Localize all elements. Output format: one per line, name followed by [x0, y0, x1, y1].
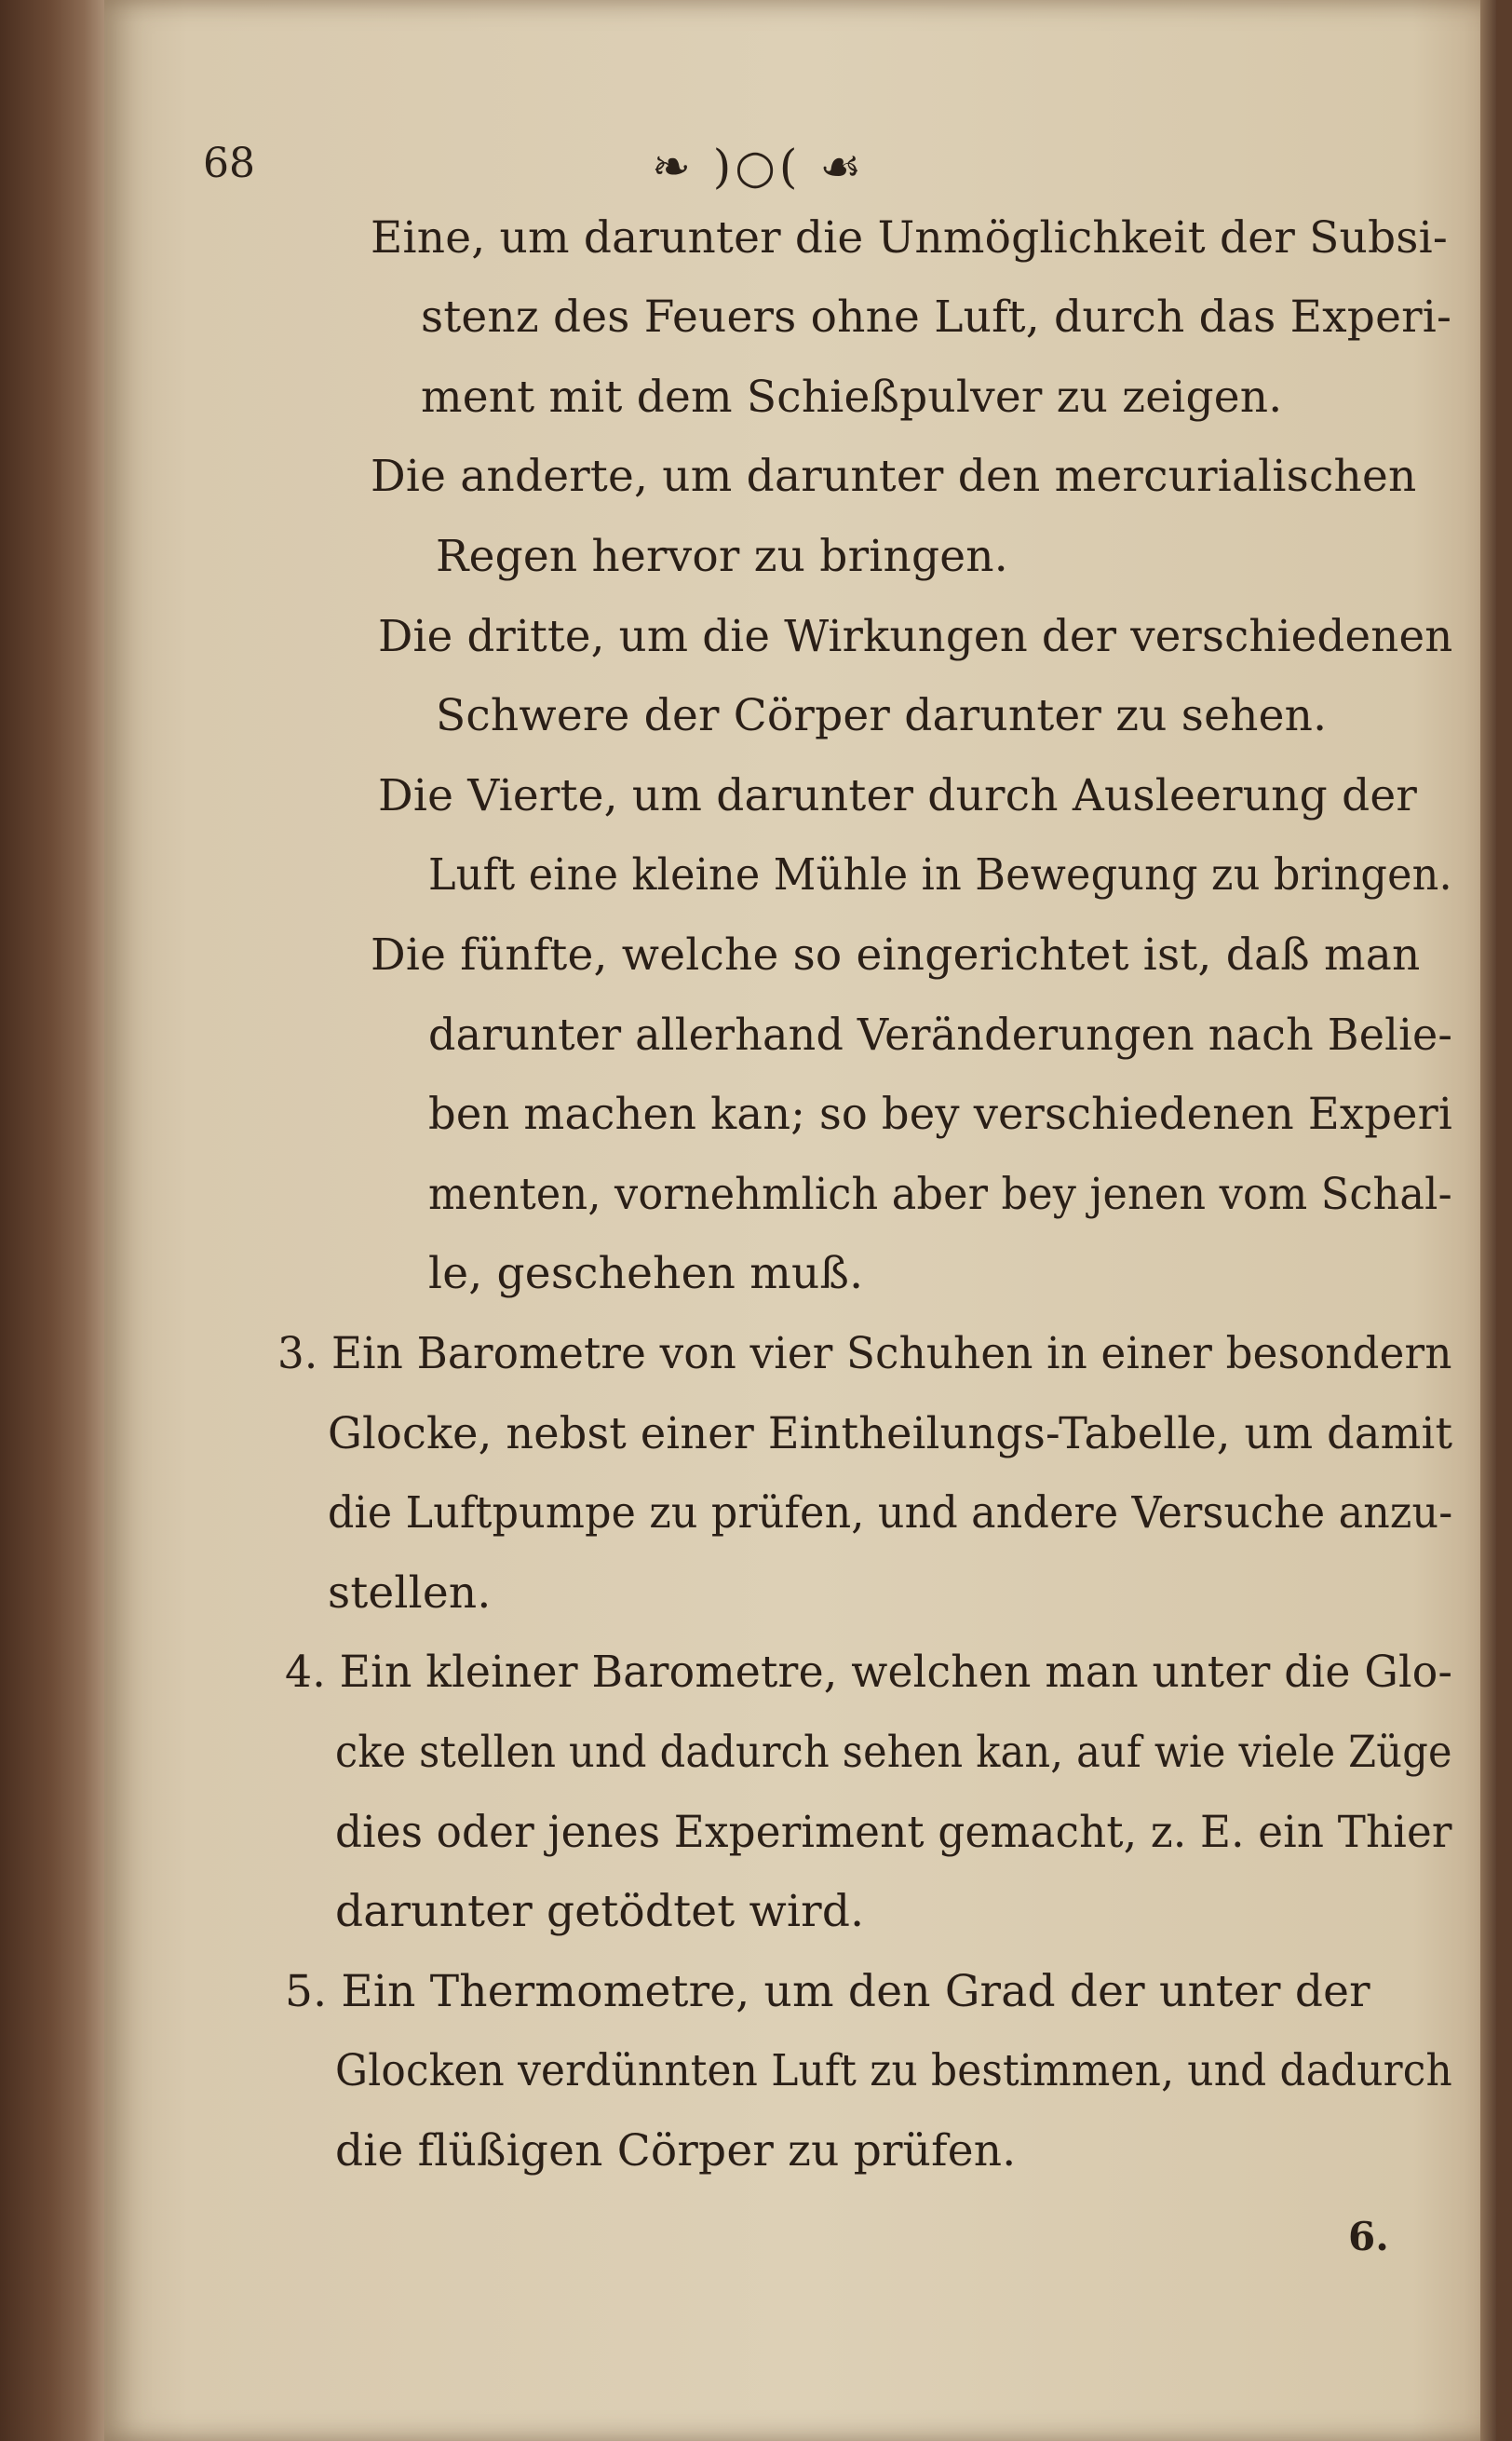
text-line: le, geschehen muß.: [428, 1248, 864, 1299]
catchword: 6.: [1348, 2214, 1389, 2259]
text-line: die Luftpumpe zu prüfen, und andere Versuche anzu-: [328, 1487, 1453, 1539]
page-right-edge: [1480, 0, 1496, 2441]
text-line: Luft eine kleine Mühle in Bewegung zu bringen.: [428, 849, 1452, 901]
book-binding-edge: [0, 0, 112, 2441]
text-line: Glocken verdünnten Luft zu bestimmen, und dadurch: [335, 2045, 1452, 2096]
page-number: 68: [203, 140, 255, 187]
text-line: menten, vornehmlich aber bey jenen vom Schal-: [428, 1169, 1452, 1220]
text-line: 5. Ein Thermometre, um den Grad der unter der: [285, 1966, 1370, 2017]
text-line: stenz des Feuers ohne Luft, durch das Experi-: [421, 292, 1452, 343]
text-line: Die fünfte, welche so eingerichtet ist, daß man: [371, 929, 1421, 981]
text-line: 4. Ein kleiner Barometre, welchen man unter die Glo-: [285, 1647, 1453, 1698]
text-line: Die Vierte, um darunter durch Ausleerung der: [378, 770, 1418, 821]
text-line: Die dritte, um die Wirkungen der verschiedenen: [378, 611, 1453, 662]
text-line: 3. Ein Barometre von vier Schuhen in einer besondern: [277, 1328, 1452, 1379]
text-line: Regen hervor zu bringen.: [436, 531, 1008, 582]
text-line: Die anderte, um darunter den mercurialischen: [371, 451, 1417, 502]
header-ornament: ❧ )○( ☙: [652, 140, 866, 194]
text-line: ben machen kan; so bey verschiedenen Experi: [428, 1089, 1453, 1140]
text-line: stellen.: [328, 1567, 492, 1619]
text-line: die flüßigen Cörper zu prüfen.: [335, 2125, 1017, 2177]
text-line: darunter getödtet wird.: [335, 1886, 865, 1937]
text-line: Glocke, nebst einer Eintheilungs-Tabelle, um damit: [328, 1408, 1453, 1459]
text-line: dies oder jenes Experiment gemacht, z. E. ein Thier: [335, 1807, 1452, 1858]
text-line: Schwere der Cörper darunter zu sehen.: [436, 690, 1328, 741]
text-line: darunter allerhand Veränderungen nach Belie-: [428, 1010, 1453, 1061]
text-line: cke stellen und dadurch sehen kan, auf wie viele Züge: [335, 1727, 1452, 1778]
text-line: Eine, um darunter die Unmöglichkeit der Subsi-: [371, 212, 1448, 264]
page-header: [0, 140, 1512, 214]
text-line: ment mit dem Schießpulver zu zeigen.: [421, 372, 1283, 423]
